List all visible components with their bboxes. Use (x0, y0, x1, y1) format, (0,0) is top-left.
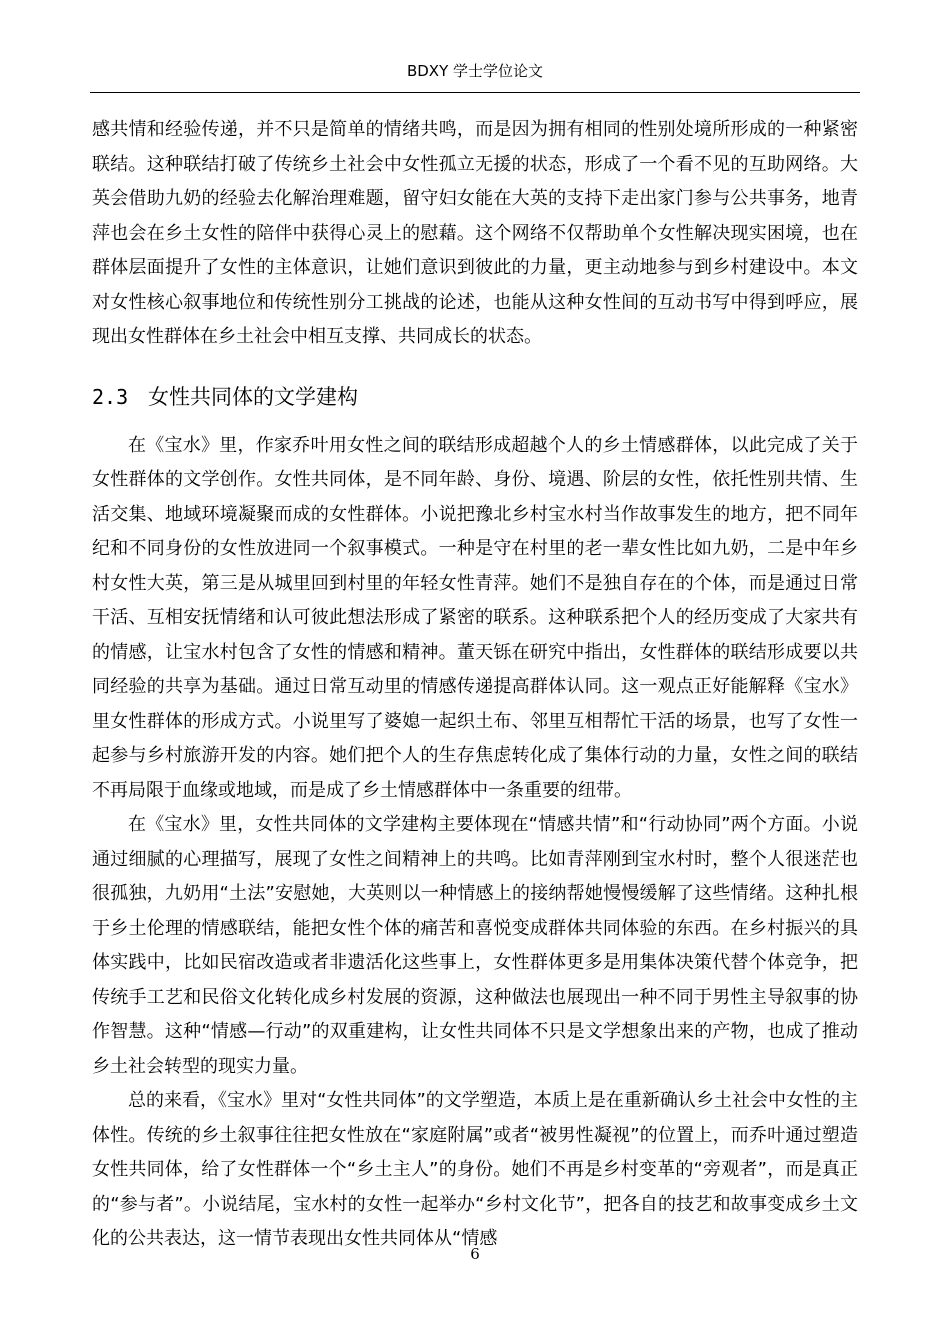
body-text (92, 113, 858, 1257)
section-heading (92, 355, 858, 429)
running-header: BDXY 学士学位论文 (406, 62, 544, 80)
paragraph-continued: 感共情和经验传递，并不只是简单的情绪共鸣，而是因为拥有相同的性别处境所形成的一种紧密联结。这种联结打破了传统乡土社会中女性孤立无援的状态，形成了一个看不见的互助网络。大英会借助九奶的经验去化解治理难题，留守妇女能在大英的支持下走出家门参与公共事务，地青萍也会在乡土女性的陪伴中获得心灵上的慰藉。这个网络不仅帮助单个女性解决现实困境，也在群体层面提升了女性的主体意识，让她们意识到彼此的力量，更主动地参与到乡村建设中。本文对女性核心叙事地位和传统性别分工挑战的论述，也能从这种女性间的互动书写中得到呼应，展现出女性群体在乡土社会中相互支撑、共同成长的状态。 (92, 119, 858, 347)
page-number: 6 (470, 1245, 480, 1263)
section-number: 2.3 (92, 384, 129, 409)
paragraph: 在《宝水》里，作家乔叶用女性之间的联结形成超越个人的乡土情感群体，以此完成了关于女性群体的文学创作。女性共同体，是不同年龄、身份、境遇、阶层的女性，依托性别共情、生活交集、地域环境凝聚而成的女性群体。小说把豫北乡村宝水村当作故事发生的地方，把不同年纪和不同身份的女性放进同一个叙事模式。一种是守在村里的老一辈女性比如九奶，二是中年乡村女性大英，第三是从城里回到村里的年轻女性青萍。她们不是独自存在的个体，而是通过日常干活、互相安抚情绪和认可彼此想法形成了紧密的联系。这种联系把个人的经历变成了大家共有的情感，让宝水村包含了女性的情感和精神。董天铄在研究中指出，女性群体的联结形成要以共同经验的共享为基础。通过日常互动里的情感传递提高群体认同。这一观点正好能解释《宝水》里女性群体的形成方式。小说里写了婆媳一起织土布、邻里互相帮忙干活的场景，也写了女性一起参与乡村旅游开发的内容。她们把个人的生存焦虑转化成了集体行动的力量，女性之间的联结不再局限于血缘或地域，而是成了乡土情感群体中一条重要的纽带。 (92, 434, 858, 801)
section-title: 女性共同体的文学建构 (148, 384, 358, 409)
paragraph: 总的来看，《宝水》里对“女性共同体”的文学塑造，本质上是在重新确认乡土社会中女性的主体性。传统的乡土叙事往往把女性放在“家庭附属”或者“被男性凝视”的位置上，而乔叶通过塑造女性共同体，给了女性群体一个“乡土主人”的身份。她们不再是乡村变革的“旁观者”，而是真正的“参与者”。小说结尾，宝水村的女性一起举办“乡村文化节”，把各自的技艺和故事变成乡土文化的公共表达，这一情节表现出女性共同体从“情感 (92, 1090, 858, 1249)
paragraph: 在《宝水》里，女性共同体的文学建构主要体现在“情感共情”和“行动协同”两个方面。小说通过细腻的心理描写，展现了女性之间精神上的共鸣。比如青萍刚到宝水村时，整个人很迷茫也很孤独，九奶用“土法”安慰她，大英则以一种情感上的接纳帮她慢慢缓解了这些情绪。这种扎根于乡土伦理的情感联结，能把女性个体的痛苦和喜悦变成群体共同体验的东西。在乡村振兴的具体实践中，比如民宿改造或者非遗活化这些事上，女性群体更多是用集体决策代替个体竞争，把传统手工艺和民俗文化转化成乡村发展的资源，这种做法也展现出一种不同于男性主导叙事的协作智慧。这种“情感—行动”的双重建构，让女性共同体不只是文学想象出来的产物，也成了推动乡土社会转型的现实力量。 (92, 814, 858, 1077)
header-divider (90, 92, 860, 93)
